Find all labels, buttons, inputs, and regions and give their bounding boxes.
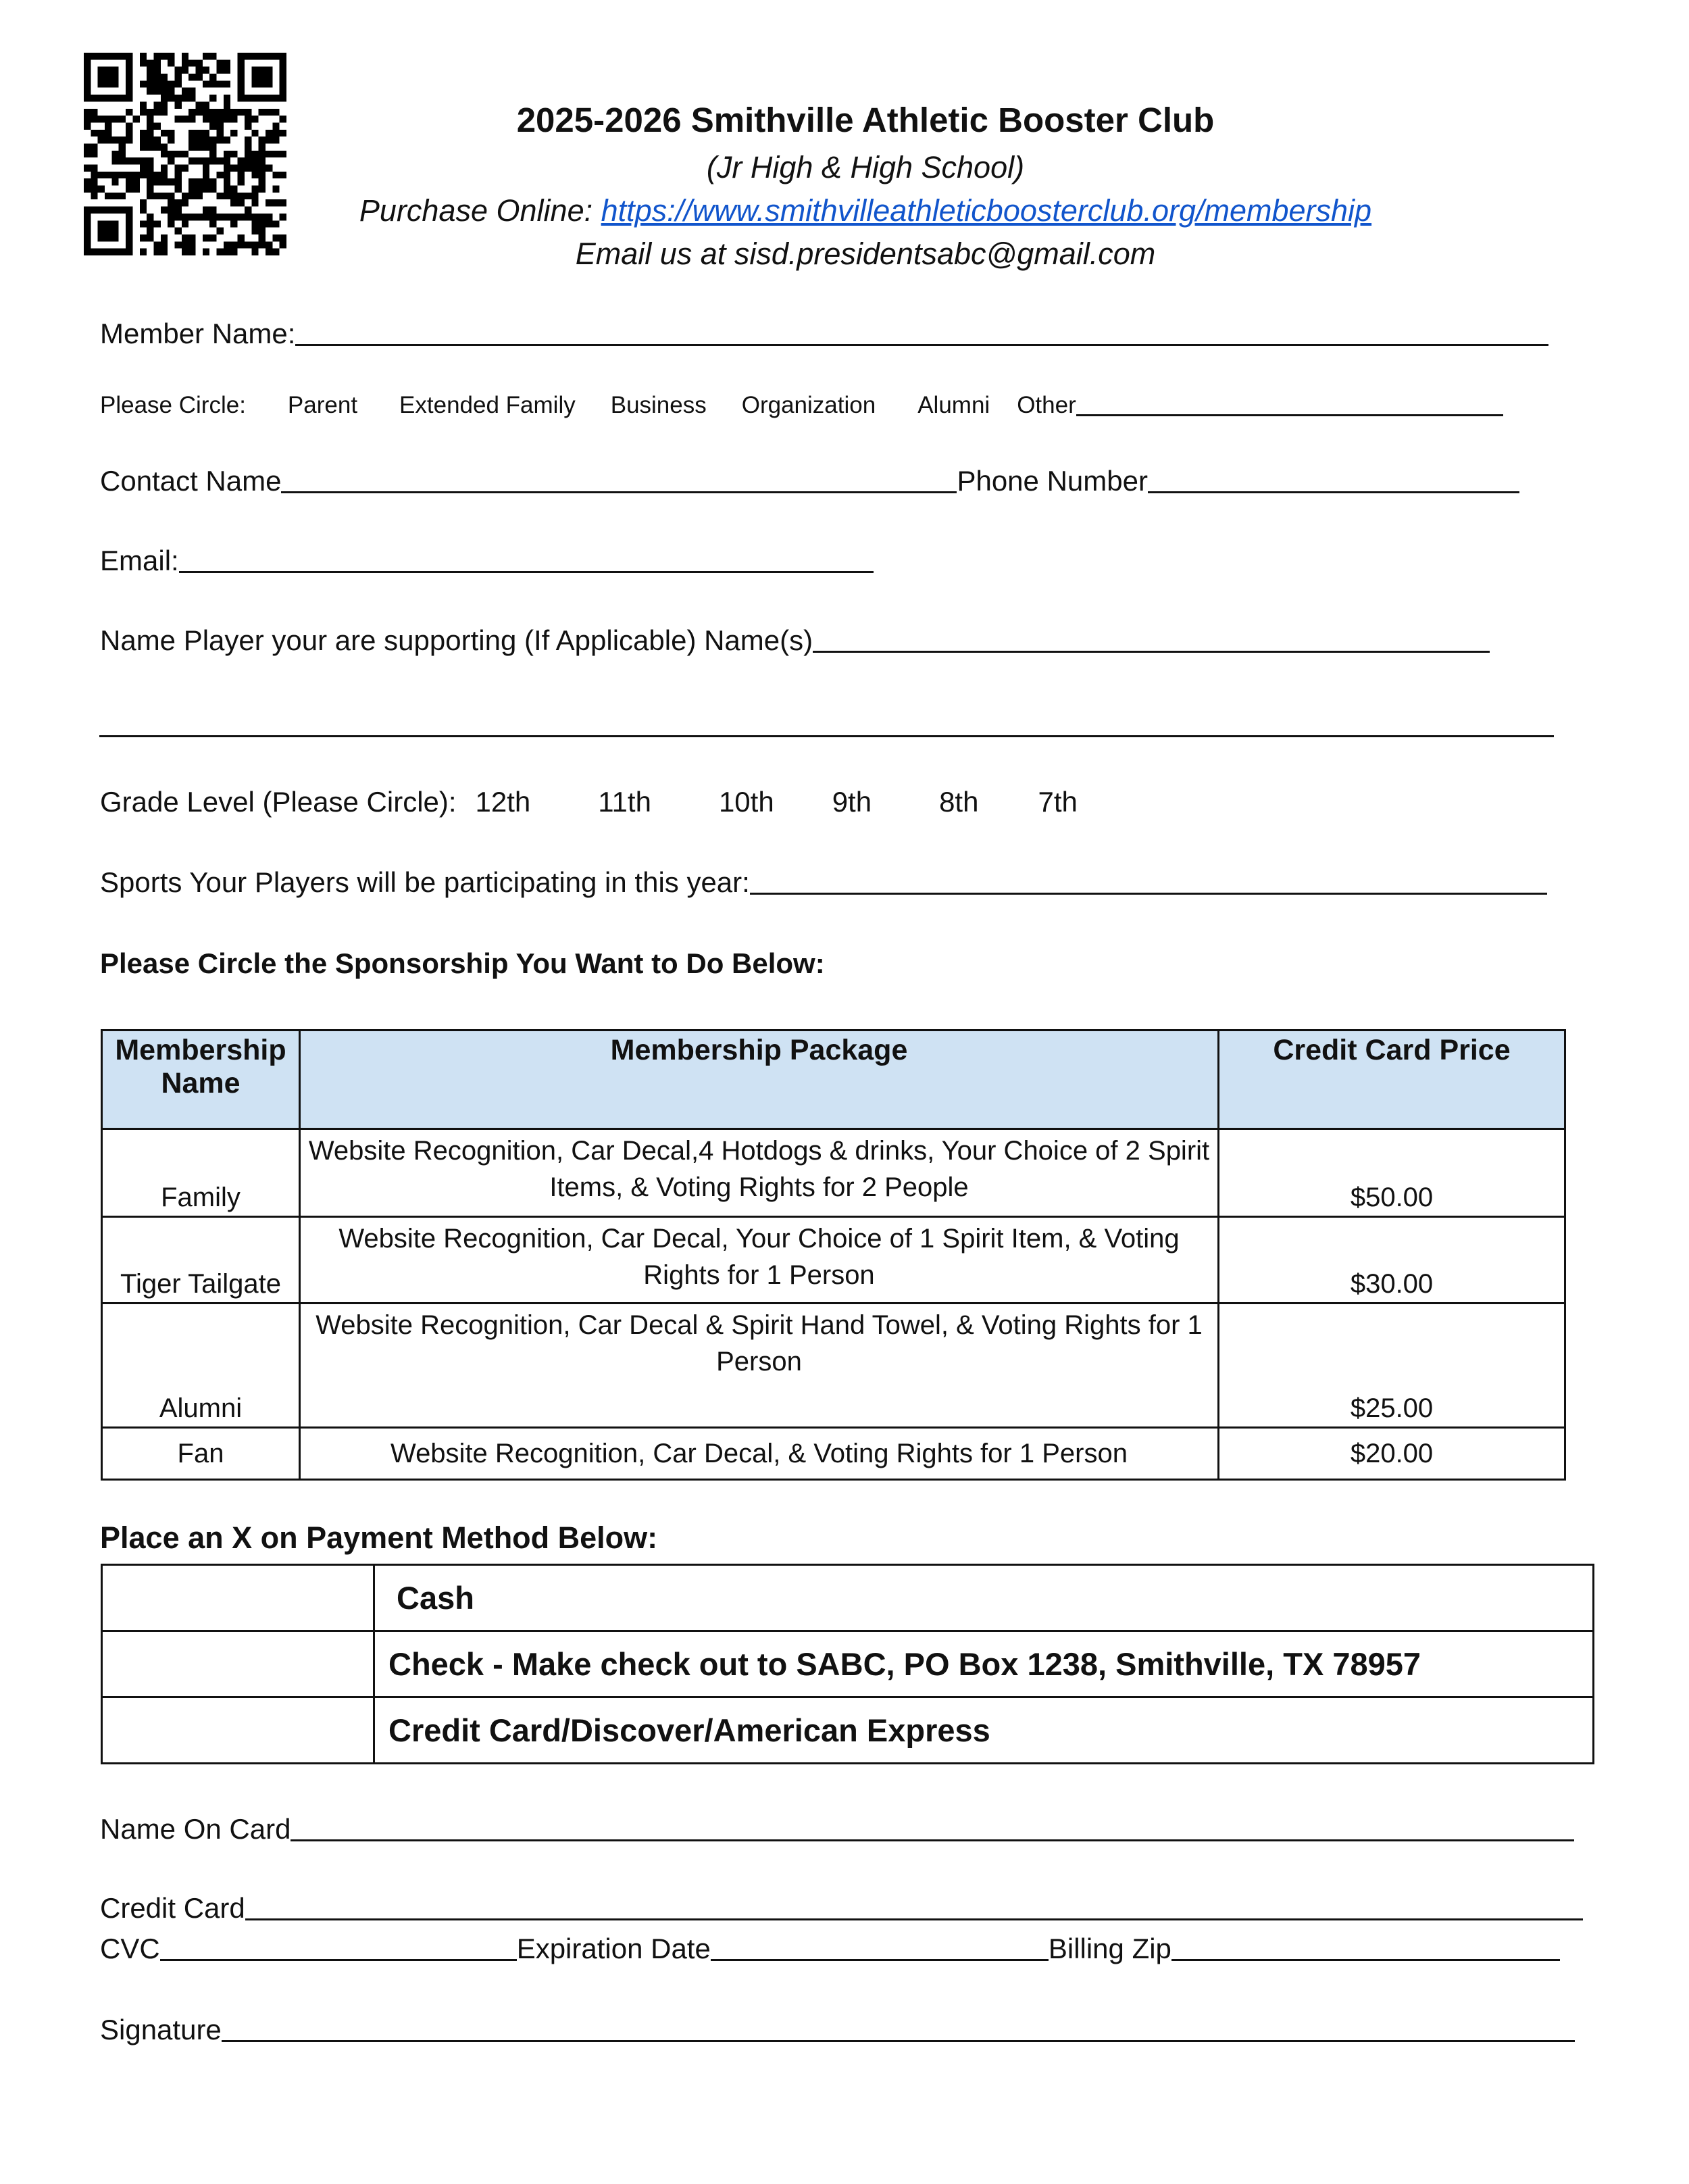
table-row[interactable] [102, 1428, 1565, 1480]
payment-row-cash [102, 1565, 1594, 1631]
page-title: 2025-2026 Smithville Athletic Booster Club [516, 101, 1215, 139]
billing-zip-label: Billing Zip [1048, 1933, 1171, 1964]
player-name-line-2[interactable] [99, 735, 1554, 737]
purchase-online [0, 193, 1689, 228]
membership-link[interactable]: https://www.smithvilleathleticboosterclub.org/membership [601, 193, 1372, 228]
membership-name: Family [102, 1129, 300, 1217]
membership-package: Website Recognition, Car Decal, & Voting Rights for 1 Person [300, 1428, 1219, 1480]
grade-label: Grade Level (Please Circle): [100, 786, 457, 818]
contact-name-line[interactable] [281, 491, 957, 493]
sports-line[interactable] [750, 893, 1547, 895]
membership-price: $50.00 [1219, 1129, 1565, 1217]
sports-label: Sports Your Players will be participating in this year: [100, 866, 750, 898]
contact-email: Email us at sisd.presidentsabc@gmail.com [575, 237, 1156, 271]
membership-name: Fan [102, 1428, 300, 1480]
expiration-label: Expiration Date [516, 1933, 711, 1964]
sponsorship-heading: Please Circle the Sponsorship You Want to Do Below: [100, 947, 825, 979]
billing-zip-line[interactable] [1171, 1959, 1560, 1961]
phone-number-line[interactable] [1148, 491, 1519, 493]
payment-row-check [102, 1631, 1594, 1697]
check-checkbox[interactable] [102, 1631, 374, 1697]
membership-package: Website Recognition, Car Decal & Spirit Hand Towel, & Voting Rights for 1 Person [300, 1304, 1219, 1428]
member-name-line[interactable] [295, 344, 1548, 346]
grade-7th[interactable]: 7th [1038, 786, 1078, 818]
membership-name: Alumni [102, 1304, 300, 1428]
card-details-row [100, 1933, 1560, 1965]
credit-card-field[interactable] [100, 1892, 1583, 1925]
cvc-line[interactable] [160, 1959, 517, 1961]
purchase-label: Purchase Online: [359, 193, 601, 228]
email-label: Email: [100, 545, 179, 576]
option-extended-family[interactable]: Extended Family [399, 392, 576, 418]
cvc-label: CVC [100, 1933, 160, 1964]
grade-8th[interactable]: 8th [939, 786, 979, 818]
member-name-field[interactable] [100, 318, 1548, 350]
membership-price: $20.00 [1219, 1428, 1565, 1480]
cash-checkbox[interactable] [102, 1565, 374, 1631]
player-name-label: Name Player your are supporting (If Applicable) Name(s) [100, 624, 813, 656]
other-line[interactable] [1076, 414, 1503, 416]
player-name-field[interactable] [100, 624, 1490, 657]
payment-table [101, 1564, 1594, 1764]
subtitle: (Jr High & High School) [706, 150, 1025, 184]
member-type-row [100, 392, 1503, 419]
membership-price: $30.00 [1219, 1217, 1565, 1304]
header-credit-card-price: Credit Card Price [1219, 1031, 1565, 1129]
credit-card-line[interactable] [245, 1918, 1583, 1920]
option-parent[interactable]: Parent [287, 392, 358, 418]
table-header [102, 1031, 1565, 1129]
membership-name: Tiger Tailgate [102, 1217, 300, 1304]
expiration-line[interactable] [711, 1959, 1049, 1961]
payment-row-credit [102, 1697, 1594, 1764]
grade-9th[interactable]: 9th [832, 786, 872, 818]
table-row[interactable] [102, 1304, 1565, 1428]
grade-10th[interactable]: 10th [718, 786, 774, 818]
membership-package: Website Recognition, Car Decal, Your Choice of 1 Spirit Item, & Voting Rights for 1 Person [300, 1217, 1219, 1304]
phone-number-label: Phone Number [957, 465, 1148, 497]
please-circle-label: Please Circle: [100, 392, 246, 418]
payment-method: Credit Card/Discover/American Express [374, 1697, 1594, 1764]
email-field[interactable] [100, 545, 874, 577]
email-line[interactable] [179, 571, 874, 573]
grade-12th[interactable]: 12th [475, 786, 531, 818]
grade-11th[interactable]: 11th [598, 786, 651, 818]
header-membership-package: Membership Package [300, 1031, 1219, 1129]
option-other[interactable]: Other [1017, 392, 1076, 418]
grade-row [100, 786, 1078, 818]
table-row[interactable] [102, 1129, 1565, 1217]
member-name-label: Member Name: [100, 318, 296, 349]
payment-method: Cash [374, 1565, 1594, 1631]
membership-package: Website Recognition, Car Decal,4 Hotdogs & drinks, Your Choice of 2 Spirit Items, & Voting Rights for 2 People [300, 1129, 1219, 1217]
signature-label: Signature [100, 2014, 222, 2045]
contact-name-label: Contact Name [100, 465, 282, 497]
credit-checkbox[interactable] [102, 1697, 374, 1764]
table-row[interactable] [102, 1217, 1565, 1304]
membership-price: $25.00 [1219, 1304, 1565, 1428]
signature-line[interactable] [222, 2040, 1575, 2042]
option-organization[interactable]: Organization [741, 392, 876, 418]
sports-field[interactable] [100, 866, 1547, 899]
name-on-card-line[interactable] [291, 1839, 1574, 1841]
payment-heading: Place an X on Payment Method Below: [100, 1520, 658, 1555]
credit-card-label: Credit Card [100, 1892, 245, 1924]
option-alumni[interactable]: Alumni [917, 392, 990, 418]
player-name-line[interactable] [813, 651, 1490, 653]
name-on-card-label: Name On Card [100, 1813, 291, 1845]
name-on-card-field[interactable] [100, 1813, 1574, 1845]
contact-row [100, 465, 1519, 497]
payment-method: Check - Make check out to SABC, PO Box 1238, Smithville, TX 78957 [374, 1631, 1594, 1697]
header-membership-name: Membership Name [102, 1031, 300, 1129]
membership-table [101, 1029, 1566, 1481]
option-business[interactable]: Business [610, 392, 707, 418]
signature-field[interactable] [100, 2014, 1575, 2046]
